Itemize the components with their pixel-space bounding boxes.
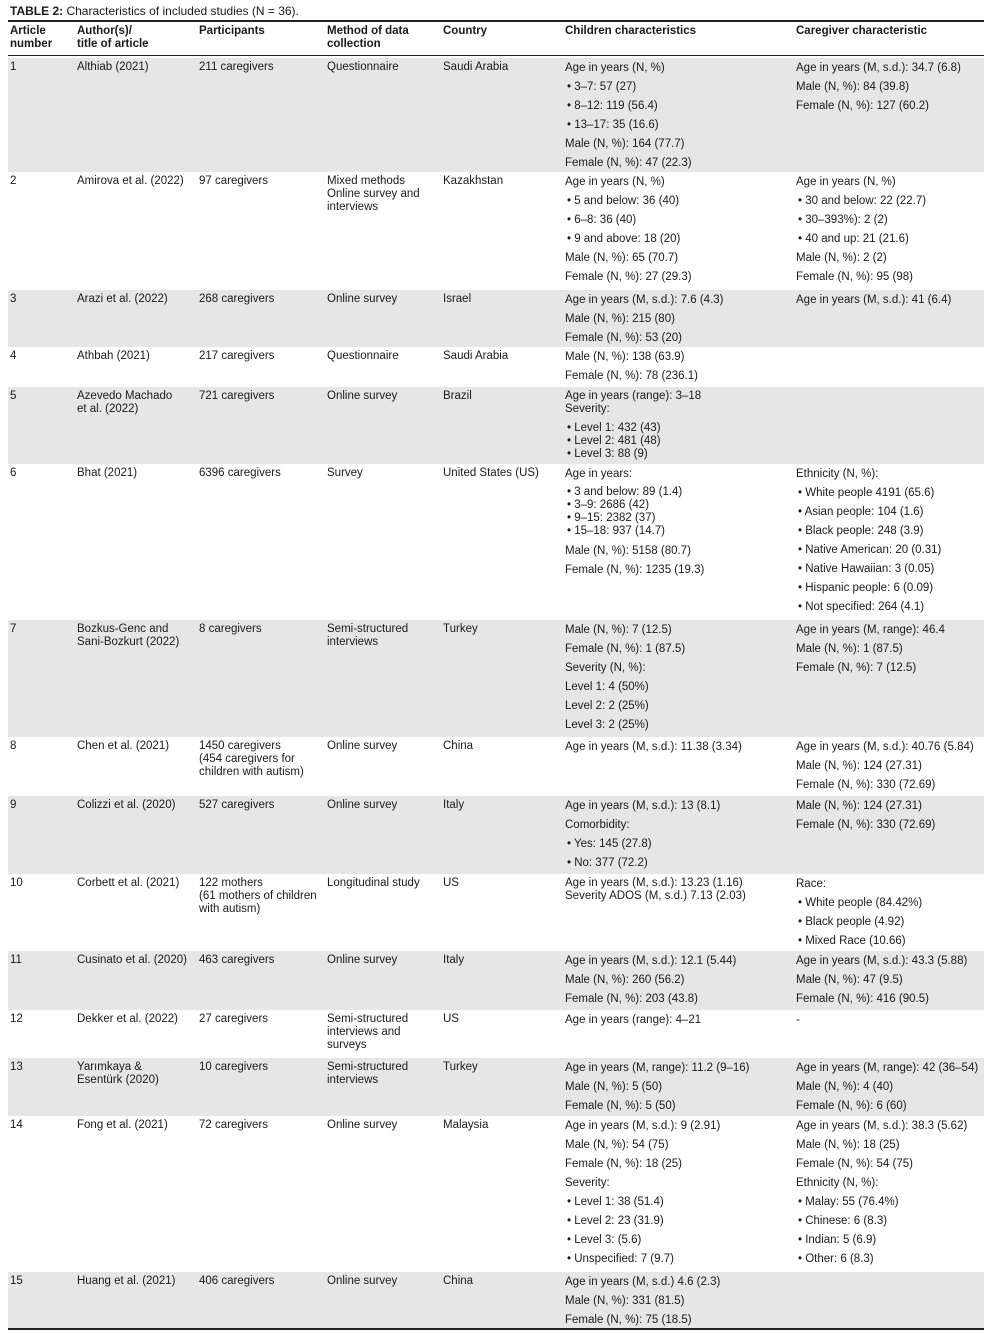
cell-line: Male (N, %): 138 (63.9) [565,351,685,363]
cell-author: Yarımkaya & Esentürk (2020) [77,1061,159,1086]
cell-line: Female (N, %): 5 (50) [565,1100,676,1112]
table-row [8,347,984,387]
cell-country: Malaysia [443,1119,489,1131]
cell-author: Athbah (2021) [77,350,150,362]
bullet-item: • 13–17: 35 (16.6) [567,119,659,131]
cell-number: 6 [10,467,17,479]
table-row [8,387,984,464]
bullet-item: • Asian people: 104 (1.6) [798,506,924,518]
cell-number: 11 [10,954,22,966]
cell-children [565,1275,720,1332]
cell-caregiver [796,1013,800,1032]
bottom-rule [8,1328,984,1330]
bullet-item: • Native American: 20 (0.31) [798,544,942,556]
cell-number: 3 [10,293,17,305]
bullet-item: • 5 and below: 36 (40) [567,195,680,207]
bullet-item: • Other: 6 (8.3) [798,1253,874,1265]
cell-line: Male (N, %): 7 (12.5) [565,624,672,636]
cell-method: Online survey [327,954,398,966]
cell-participants: 6396 caregivers [199,467,281,479]
cell-number: 14 [10,1119,23,1131]
compact-list [565,877,746,903]
bullet-item: • Black people (4.92) [798,916,905,928]
cell-participants: 27 caregivers [199,1013,269,1025]
table-row [8,1058,984,1116]
cell-method: Semi-structured interviews [327,1061,409,1086]
bullet-item: • 9 and above: 18 (20) [567,233,681,245]
cell-author: Arazi et al. (2022) [77,293,168,305]
caption-text: Characteristics of included studies (N = 36). [66,4,299,18]
cell-country: Israel [443,293,472,305]
cell-line: Age in years (M, range): 11.2 (9–16) [565,1062,750,1074]
cell-line: Male (N, %): 2 (2) [796,252,887,264]
cell-line: Female (N, %): 330 (72.69) [796,819,936,831]
cell-participants: 10 caregivers [199,1061,269,1073]
cell-children [565,877,746,909]
cell-children [565,954,736,1011]
cell-line: Age in years (N, %) [796,176,896,188]
cell-line: Male (N, %): 164 (77.7) [565,138,685,150]
cell-children [565,740,742,759]
cell-country: Turkey [443,1061,478,1073]
header-method: Method of data collection [327,25,409,50]
cell-caregiver [796,293,951,312]
table-row [8,620,984,737]
cell-line: Age in years (N, %) [565,176,665,188]
cell-line: Age in years (M, s.d.): 41 (6.4) [796,294,952,306]
table-row [8,58,984,172]
table-row [8,1272,984,1328]
cell-line: Age in years (M, s.d.): 13 (8.1) [565,800,721,812]
cell-line: Female (N, %): 27 (29.3) [565,271,692,283]
header-number: Article number [10,25,53,50]
cell-line: Age in years (M, range): 46.4 [796,624,945,636]
cell-number: 9 [10,799,17,811]
cell-author: Bozkus-Genc and Sani-Bozkurt (2022) [77,623,180,648]
table-row [8,1116,984,1272]
bullet-item: • Yes: 145 (27.8) [567,838,652,850]
cell-line: Female (N, %): 416 (90.5) [796,993,929,1005]
cell-line: Male (N, %): 4 (40) [796,1081,894,1093]
cell-line: Male (N, %): 124 (27.31) [796,800,922,812]
cell-line: Male (N, %): 5 (50) [565,1081,663,1093]
cell-line: Ethnicity (N, %): [796,468,879,480]
cell-line: Male (N, %): 124 (27.31) [796,760,922,772]
cell-method: Online survey [327,1119,398,1131]
cell-method: Online survey [327,740,398,752]
cell-children [565,350,698,388]
cell-method: Online survey [327,390,398,402]
cell-country: China [443,1275,474,1287]
cell-number: 10 [10,877,23,889]
cell-method: Online survey [327,1275,398,1287]
compact-list [565,422,701,461]
table-row [8,290,984,347]
cell-line: Age in years (range): 3–18 [565,390,702,402]
cell-line: Male (N, %): 54 (75) [565,1139,669,1151]
cell-country: Italy [443,799,465,811]
cell-author: Amirova et al. (2022) [77,175,184,187]
bullet-item: • Level 1: 38 (51.4) [567,1196,664,1208]
cell-participants: 268 caregivers [199,293,275,305]
cell-line: Age in years (M, s.d.) 4.6 (2.3) [565,1276,721,1288]
table-row [8,737,984,796]
cell-line: Female (N, %): 127 (60.2) [796,100,929,112]
cell-country: United States (US) [443,467,539,479]
bullet-item: • White people (84.42%) [798,897,923,909]
cell-author: Bhat (2021) [77,467,138,479]
cell-children [565,623,685,737]
cell-line: Male (N, %): 47 (9.5) [796,974,903,986]
cell-line: Female (N, %): 75 (18.5) [565,1314,692,1326]
table-caption [10,4,299,18]
cell-line: Age in years (M, range): 42 (36–54) [796,1062,979,1074]
cell-number: 5 [10,390,17,402]
cell-line: Age in years (M, s.d.): 11.38 (3.34) [565,741,742,753]
cell-participants: 463 caregivers [199,954,275,966]
cell-children [565,61,692,175]
bullet-item: • Level 3: 88 (9) [567,448,648,460]
cell-participants: 72 caregivers [199,1119,269,1131]
cell-line: Age in years (M, s.d.): 12.1 (5.44) [565,955,737,967]
cell-line: Age in years (M, s.d.): 38.3 (5.62) [796,1120,968,1132]
bullet-item: • Not specified: 264 (4.1) [798,601,925,613]
cell-author: Fong et al. (2021) [77,1119,168,1131]
cell-number: 7 [10,623,17,635]
bullet-item: • 3 and below: 89 (1.4) [567,486,683,498]
bullet-item: • 30 and below: 22 (22.7) [798,195,927,207]
cell-country: Turkey [443,623,478,635]
cell-number: 4 [10,350,17,362]
cell-method: Questionnaire [327,61,399,73]
cell-country: China [443,740,474,752]
cell-line: Age in years (N, %) [565,62,665,74]
cell-author: Cusinato et al. (2020) [77,954,187,966]
table-row [8,1010,984,1058]
cell-country: Saudi Arabia [443,61,509,73]
cell-author: Colizzi et al. (2020) [77,799,176,811]
cell-line: Female (N, %): 6 (60) [796,1100,907,1112]
bullet-item: • 40 and up: 21 (21.6) [798,233,909,245]
cell-line: Severity (N, %): [565,662,646,674]
cell-method: Online survey [327,293,398,305]
cell-children [565,799,720,875]
table-row [8,874,984,951]
header-caregiver: Caregiver characteristic [796,25,928,37]
cell-participants: 406 caregivers [199,1275,275,1287]
cell-line: Level 1: 4 (50%) [565,681,649,693]
cell-caregiver [796,467,941,619]
cell-line: Female (N, %): 78 (236.1) [565,370,698,382]
bullet-item: • Hispanic people: 6 (0.09) [798,582,934,594]
cell-line: Severity ADOS (M, s.d.) 7.13 (2.03) [565,890,746,902]
bullet-item: • Native Hawaiian: 3 (0.05) [798,563,935,575]
header-rule [8,55,984,56]
cell-children [565,1013,701,1032]
bullet-item: • Chinese: 6 (8.3) [798,1215,888,1227]
cell-participants: 721 caregivers [199,390,275,402]
bullet-item: • Indian: 5 (6.9) [798,1234,877,1246]
table-row [8,796,984,874]
bullet-item: • Level 2: 481 (48) [567,435,661,447]
cell-method: Longitudinal study [327,877,420,889]
cell-participants: 122 mothers (61 mothers of children with autism) [199,877,317,915]
cell-caregiver [796,1119,967,1271]
bullet-item: • 30–393%): 2 (2) [798,214,888,226]
top-rule [8,20,984,22]
cell-number: 12 [10,1013,23,1025]
cell-line: Female (N, %): 47 (22.3) [565,157,692,169]
cell-children [565,293,724,350]
cell-line: Male (N, %): 1 (87.5) [796,643,903,655]
cell-line: Level 2: 2 (25%) [565,700,649,712]
cell-participants: 217 caregivers [199,350,275,362]
bullet-item: • Level 3: (5.6) [567,1234,642,1246]
bullet-item: • White people 4191 (65.6) [798,487,935,499]
cell-line: Female (N, %): 1235 (19.3) [565,564,705,576]
cell-author: Althiab (2021) [77,61,149,73]
cell-method: Survey [327,467,363,479]
cell-line: Male (N, %): 18 (25) [796,1139,900,1151]
cell-children [565,1119,720,1271]
cell-caregiver [796,740,974,797]
cell-line: Female (N, %): 95 (98) [796,271,913,283]
cell-line: Ethnicity (N, %): [796,1177,879,1189]
cell-line: Female (N, %): 1 (87.5) [565,643,686,655]
header-author: Author(s)/ title of article [77,25,149,50]
table-row [8,951,984,1010]
cell-line: Male (N, %): 260 (56.2) [565,974,685,986]
cell-country: Italy [443,954,465,966]
cell-line: Male (N, %): 215 (80) [565,313,675,325]
bullet-item: • Mixed Race (10.66) [798,935,906,947]
cell-number: 15 [10,1275,23,1287]
cell-caregiver [796,877,922,953]
bullet-item: • No: 377 (72.2) [567,857,648,869]
cell-caregiver [796,1061,978,1118]
cell-number: 13 [10,1061,23,1073]
cell-country: Saudi Arabia [443,350,509,362]
cell-method: Mixed methods Online survey and interviews [327,175,420,213]
cell-author: Dekker et al. (2022) [77,1013,178,1025]
cell-children [565,175,692,289]
cell-line: Female (N, %): 203 (43.8) [565,993,698,1005]
cell-line: Female (N, %): 18 (25) [565,1158,682,1170]
cell-caregiver [796,954,967,1011]
cell-country: US [443,877,459,889]
bullet-item: • 6–8: 36 (40) [567,214,637,226]
cell-participants: 211 caregivers [199,61,274,73]
cell-children [565,467,704,582]
header-country: Country [443,25,488,37]
bullet-item: • 15–18: 937 (14.7) [567,525,666,537]
bullet-item: • 3–9: 2686 (42) [567,499,650,511]
cell-line: Age in years (M, s.d.): 13.23 (1.16) [565,877,743,889]
cell-line: Male (N, %): 5158 (80.7) [565,545,691,557]
cell-country: Kazakhstan [443,175,504,187]
cell-number: 8 [10,740,17,752]
cell-participants: 97 caregivers [199,175,269,187]
cell-line: Comorbidity: [565,819,630,831]
cell-line: Female (N, %): 7 (12.5) [796,662,917,674]
cell-author: Huang et al. (2021) [77,1275,176,1287]
header-participants: Participants [199,25,265,37]
cell-caregiver [796,175,926,289]
cell-participants: 1450 caregivers (454 caregivers for children with autism) [199,740,304,778]
cell-line: Female (N, %): 54 (75) [796,1158,913,1170]
bullet-item: • Level 2: 23 (31.9) [567,1215,664,1227]
cell-line: Race: [796,878,827,890]
cell-caregiver [796,61,961,118]
cell-line: Age in years (M, s.d.): 9 (2.91) [565,1120,721,1132]
header-children: Children characteristics [565,25,697,37]
cell-author: Azevedo Machado et al. (2022) [77,390,173,415]
cell-number: 2 [10,175,17,187]
cell-line: - [796,1014,800,1026]
table-row [8,172,984,290]
cell-line: Age in years (M, s.d.): 7.6 (4.3) [565,294,724,306]
cell-author: Chen et al. (2021) [77,740,170,752]
cell-line: Age in years (M, s.d.): 40.76 (5.84) [796,741,974,753]
cell-method: Questionnaire [327,350,399,362]
cell-country: US [443,1013,459,1025]
cell-caregiver [796,799,935,837]
cell-line: Severity: [565,403,610,415]
cell-participants: 8 caregivers [199,623,262,635]
cell-line: Female (N, %): 53 (20) [565,332,682,344]
cell-author: Corbett et al. (2021) [77,877,180,889]
cell-line: Age in years (M, s.d.): 43.3 (5.88) [796,955,968,967]
caption-label: TABLE 2: [10,4,64,18]
bullet-item: • Unspecified: 7 (9.7) [567,1253,674,1265]
cell-participants: 527 caregivers [199,799,275,811]
compact-list [565,390,701,416]
bullet-item: • 8–12: 119 (56.4) [567,100,658,112]
cell-method: Online survey [327,799,398,811]
cell-method: Semi-structured interviews [327,623,409,648]
cell-line: Age in years: [565,468,633,480]
cell-line: Male (N, %): 84 (39.8) [796,81,910,93]
cell-line: Age in years (range): 4–21 [565,1014,702,1026]
cell-children [565,1061,750,1118]
cell-line: Severity: [565,1177,610,1189]
cell-line: Male (N, %): 65 (70.7) [565,252,679,264]
cell-line: Female (N, %): 330 (72.69) [796,779,936,791]
cell-line: Age in years (M, s.d.): 34.7 (6.8) [796,62,961,74]
cell-line: Male (N, %): 331 (81.5) [565,1295,685,1307]
cell-country: Brazil [443,390,472,402]
bullet-item: • 3–7: 57 (27) [567,81,637,93]
bullet-item: • Black people: 248 (3.9) [798,525,924,537]
cell-line: Level 3: 2 (25%) [565,719,649,731]
compact-list [565,486,704,538]
bullet-item: • Malay: 55 (76.4%) [798,1196,899,1208]
bullet-item: • Level 1: 432 (43) [567,422,661,434]
cell-children [565,390,701,467]
cell-number: 1 [10,61,17,73]
cell-method: Semi-structured interviews and surveys [327,1013,409,1051]
table-row [8,464,984,620]
cell-caregiver [796,623,945,680]
bullet-item: • 9–15: 2382 (37) [567,512,656,524]
